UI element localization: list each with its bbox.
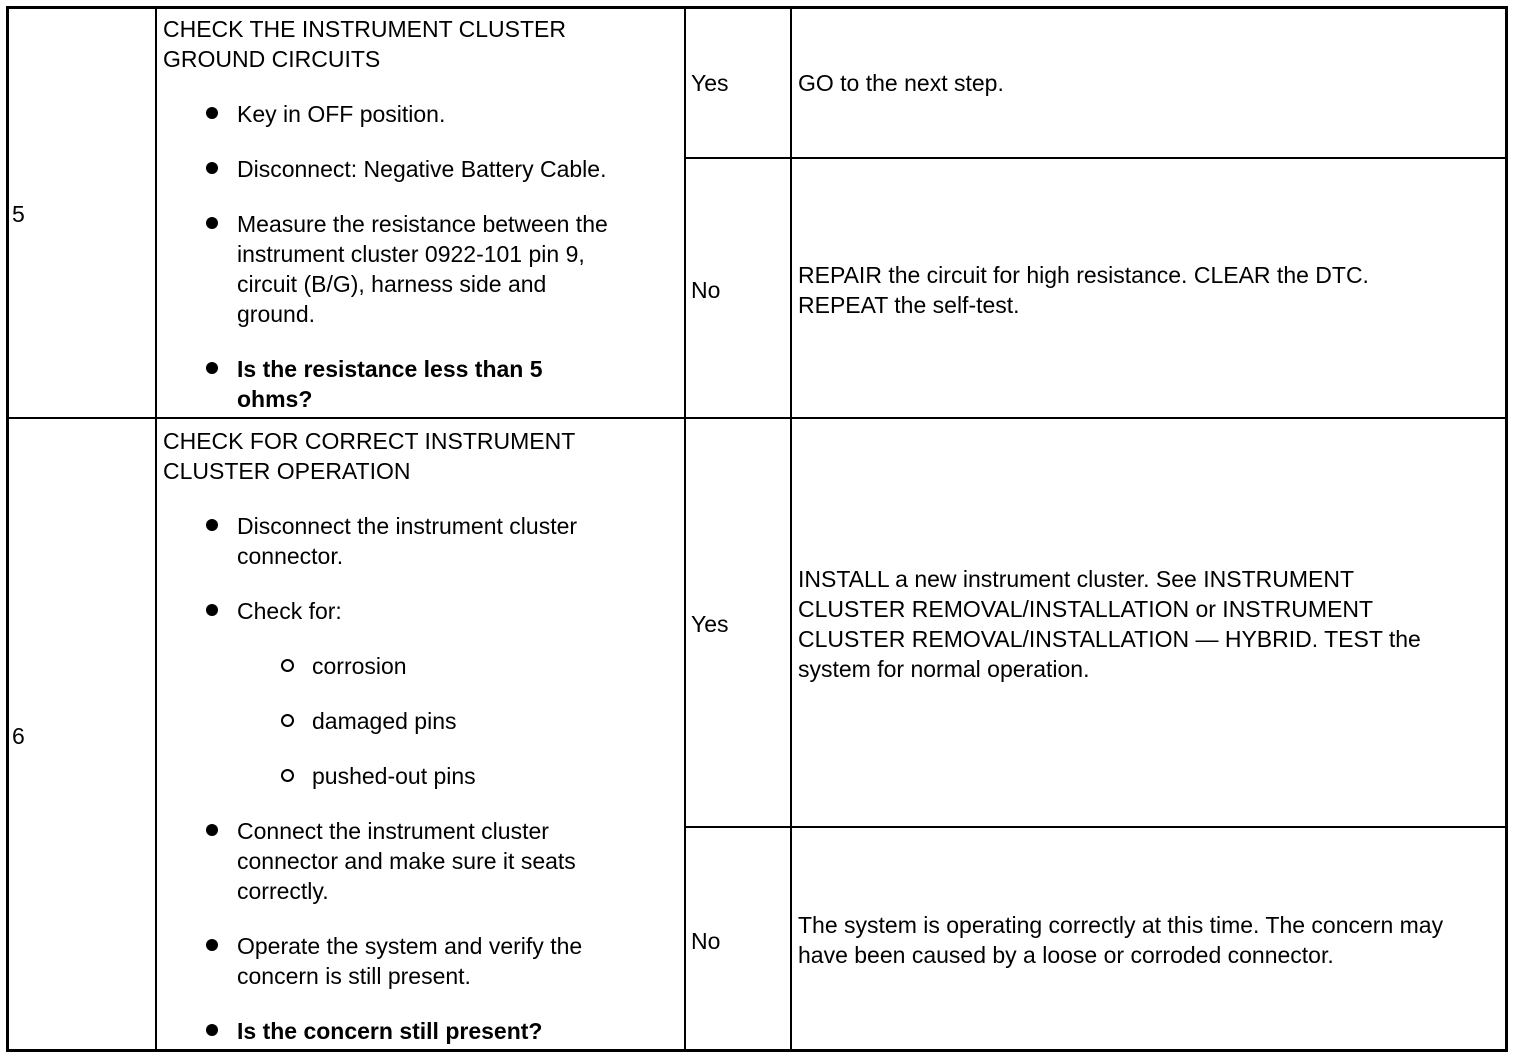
instruction-item: connector and make sure it seats (237, 848, 576, 874)
yes-label: Yes (691, 611, 729, 637)
step-title: CLUSTER OPERATION (163, 458, 411, 484)
sub-instruction-item: damaged pins (312, 708, 457, 734)
instruction-item: connector. (237, 543, 344, 569)
instruction-item: concern is still present. (237, 963, 471, 989)
instruction-item: ground. (237, 301, 316, 327)
question-item: ohms? (237, 386, 313, 412)
bullet-icon (206, 604, 218, 616)
instruction-item: Key in OFF position. (237, 101, 446, 127)
sub-instruction-item: pushed-out pins (312, 763, 476, 789)
step-number: 5 (12, 201, 25, 227)
instruction-item: instrument cluster 0922-101 pin 9, (237, 241, 585, 267)
bullet-icon (206, 217, 218, 229)
sub-bullet-icon (281, 659, 294, 672)
bullet-icon (206, 519, 218, 531)
step-title: GROUND CIRCUITS (163, 46, 381, 72)
step-title: CHECK THE INSTRUMENT CLUSTER (163, 16, 566, 42)
instruction-item: Check for: (237, 598, 342, 624)
yes-label: Yes (691, 70, 729, 96)
row-divider (684, 826, 1508, 828)
column-divider (684, 6, 686, 1052)
yes-action: system for normal operation. (798, 656, 1090, 682)
no-action: REPEAT the self-test. (798, 292, 1020, 318)
row-divider (684, 157, 1508, 159)
sub-bullet-icon (281, 714, 294, 727)
bullet-icon (206, 1024, 218, 1036)
yes-action: CLUSTER REMOVAL/INSTALLATION or INSTRUMENT (798, 596, 1374, 622)
yes-action: CLUSTER REMOVAL/INSTALLATION — HYBRID. TEST the (798, 626, 1421, 652)
step-title: CHECK FOR CORRECT INSTRUMENT (163, 428, 576, 454)
column-divider (790, 6, 792, 1052)
instruction-item: Connect the instrument cluster (237, 818, 549, 844)
instruction-item: Disconnect: Negative Battery Cable. (237, 156, 607, 182)
bullet-icon (206, 362, 218, 374)
no-action: have been caused by a loose or corroded connector. (798, 942, 1334, 968)
question-item: Is the concern still present? (237, 1018, 543, 1044)
yes-action: GO to the next step. (798, 70, 1004, 96)
instruction-item: circuit (B/G), harness side and (237, 271, 547, 297)
no-label: No (691, 928, 721, 954)
no-action: REPAIR the circuit for high resistance. CLEAR the DTC. (798, 262, 1369, 288)
bullet-icon (206, 824, 218, 836)
sub-instruction-item: corrosion (312, 653, 407, 679)
no-action: The system is operating correctly at this time. The concern may (798, 912, 1444, 938)
column-divider (155, 6, 157, 1052)
no-label: No (691, 277, 721, 303)
instruction-item: Operate the system and verify the (237, 933, 583, 959)
diagnostic-table (6, 6, 1508, 1052)
bullet-icon (206, 107, 218, 119)
instruction-item: Measure the resistance between the (237, 211, 608, 237)
question-item: Is the resistance less than 5 (237, 356, 543, 382)
step-number: 6 (12, 723, 25, 749)
sub-bullet-icon (281, 769, 294, 782)
instruction-item: Disconnect the instrument cluster (237, 513, 578, 539)
row-divider (6, 417, 1508, 419)
bullet-icon (206, 939, 218, 951)
bullet-icon (206, 162, 218, 174)
yes-action: INSTALL a new instrument cluster. See INSTRUMENT (798, 566, 1355, 592)
instruction-item: correctly. (237, 878, 329, 904)
